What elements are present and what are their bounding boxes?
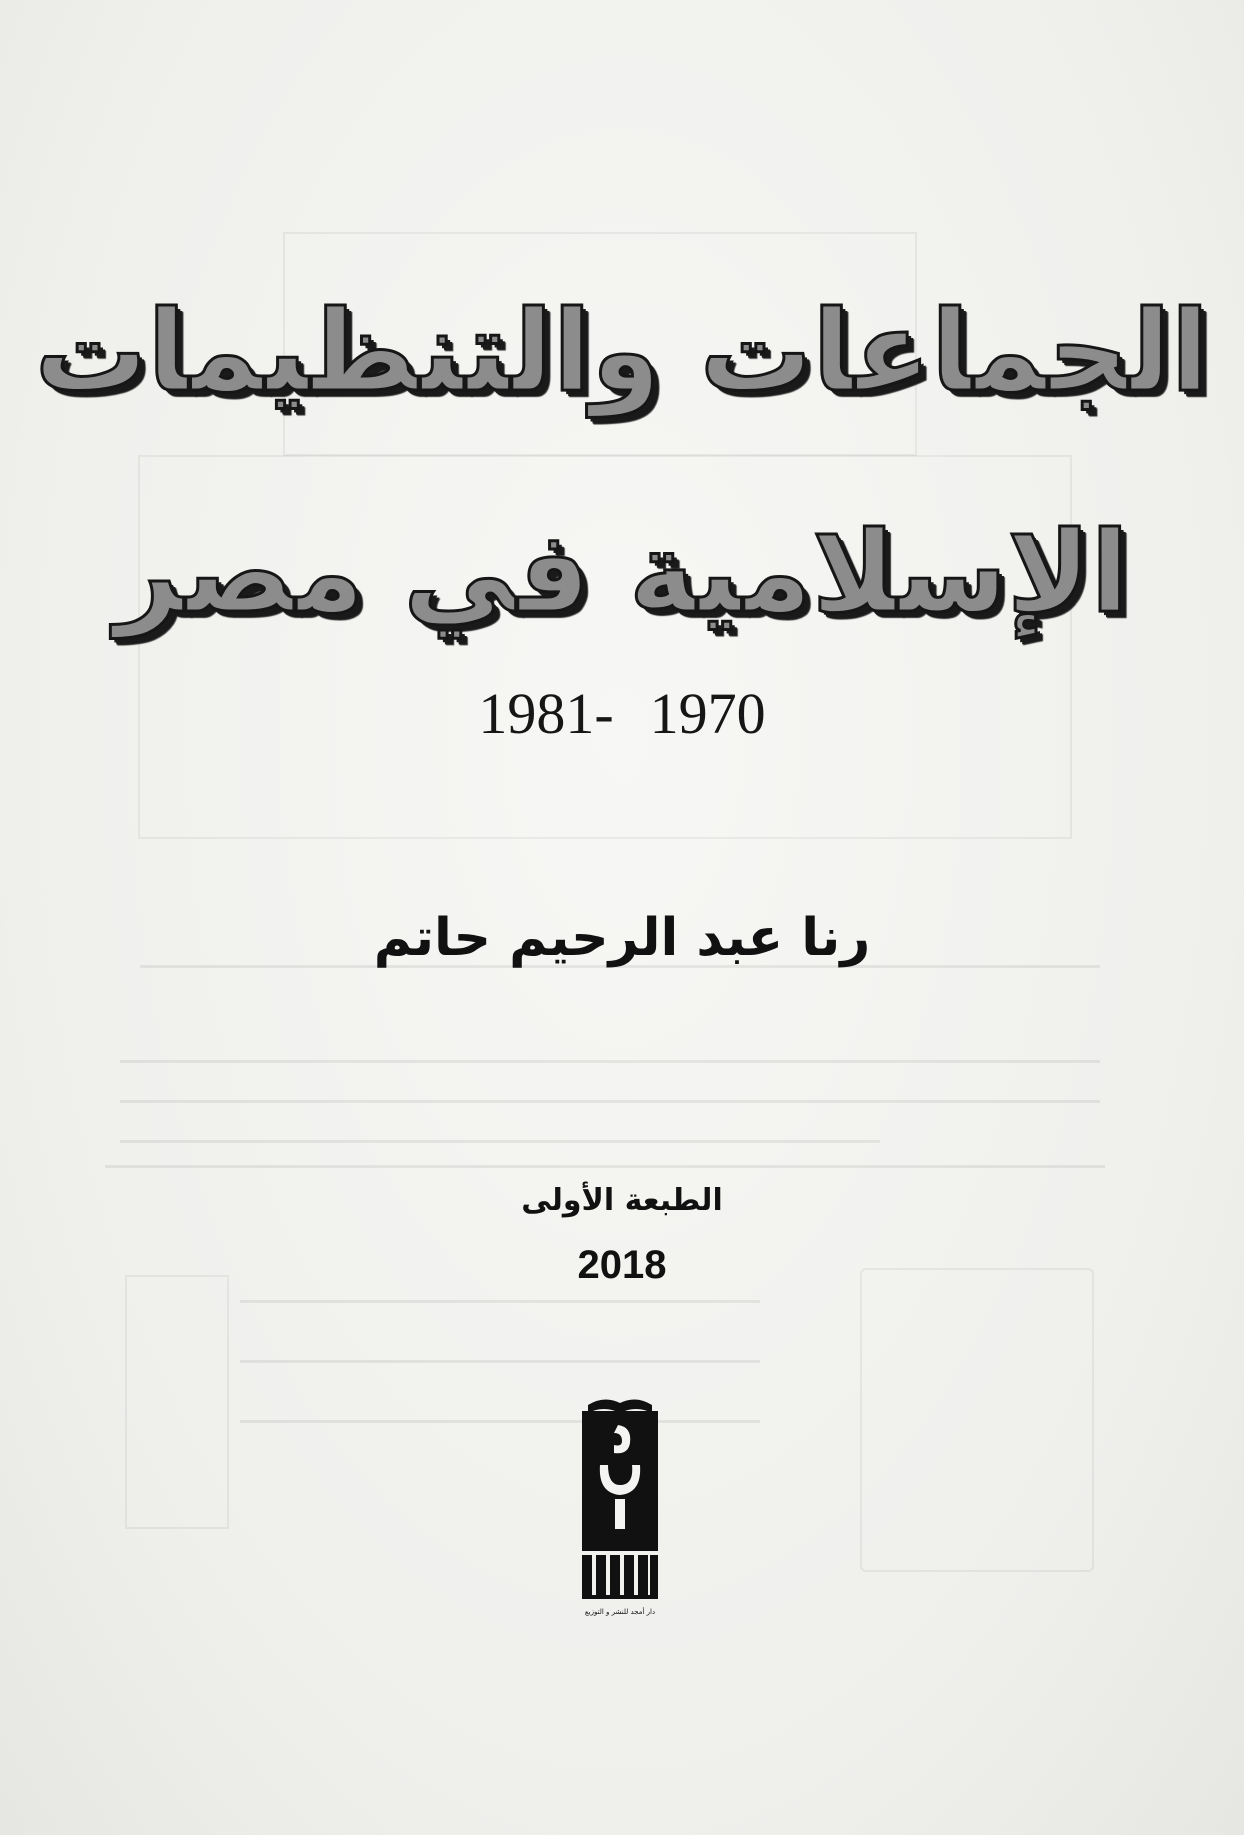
author-name: رنا عبد الرحيم حاتم	[373, 908, 871, 968]
bleed-through-rule	[120, 1060, 1100, 1063]
publisher-logo-icon	[574, 1395, 666, 1620]
edition-label: الطبعة الأولى	[521, 1183, 723, 1218]
title-line-1: الجماعات والتنظيمات	[34, 287, 1210, 417]
bleed-through-rule	[240, 1420, 760, 1423]
bleed-through-rule	[105, 1165, 1105, 1168]
publication-year: 2018	[577, 1243, 667, 1287]
title-line-2: الإسلامية في مصر	[115, 508, 1129, 638]
year-range	[0, 680, 1244, 747]
year-start: 1970	[649, 681, 766, 746]
bleed-through-image	[125, 1275, 229, 1529]
bleed-through-rule	[120, 1140, 880, 1143]
bleed-through-rule	[240, 1360, 760, 1363]
bleed-through-rule	[240, 1300, 760, 1303]
publisher-logo-text: دار أمجد للنشر و التوزيع	[584, 1608, 656, 1616]
year-end: 1981-	[478, 681, 614, 746]
bleed-through-qr	[860, 1268, 1094, 1572]
bleed-through-rule	[120, 1100, 1100, 1103]
